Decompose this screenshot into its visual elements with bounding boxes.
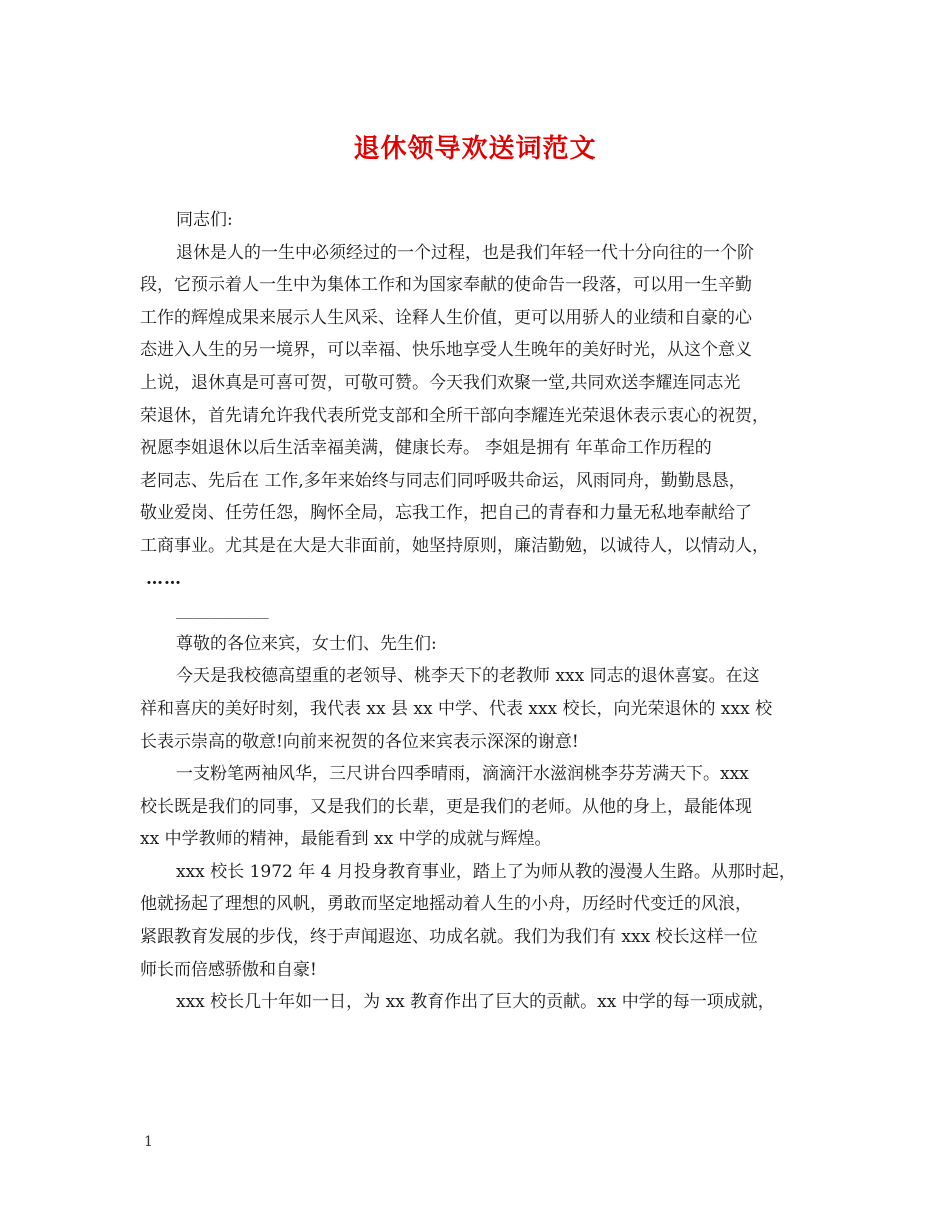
text-line: 敬业爱岗、任劳任怨，胸怀全局，忘我工作，把自己的青春和力量无私地奉献给了: [140, 503, 752, 524]
document-body: [140, 204, 830, 1019]
text-line: 同志们:: [176, 210, 233, 230]
text-line: ___________: [176, 603, 269, 620]
text-line: 上说，退休真是可喜可贺，可敬可赞。今天我们欢聚一堂,共同欢送李耀连同志光: [140, 372, 741, 393]
text-line: 师长而倍感骄傲和自豪!: [140, 959, 317, 980]
document-title: 退休领导欢送词范文: [353, 134, 597, 164]
text-line: 今天是我校德高望重的老领导、桃李天下的老教师 xxx 同志的退休喜宴。在这: [176, 666, 760, 687]
text-line: xxx 校长 1972 年 4 月投身教育事业，踏上了为师从教的漫漫人生路。从那时起，: [176, 861, 796, 882]
text-line: 老同志、先后在 工作,多年来始终与同志们同呼吸共命运，风雨同舟，勤勤恳恳，: [140, 470, 746, 491]
text-line: 校长既是我们的同事，又是我们的长辈，更是我们的老师。从他的身上，最能体现: [140, 796, 752, 817]
text-line: xxx 校长几十年如一日，为 xx 教育作出了巨大的贡献。xx 中学的每一项成就，: [176, 992, 775, 1013]
text-line: 段，它预示着人一生中为集体工作和为国家奉献的使命告一段落，可以用一生辛勤: [140, 275, 752, 296]
text-line: 祝愿李姐退休以后生活幸福美满，健康长寿。 李姐是拥有 年革命工作历程的: [140, 438, 712, 459]
text-line: 长表示崇高的敬意!向前来祝贺的各位来宾表示深深的谢意!: [140, 731, 579, 752]
text-line: 荣退休，首先请允许我代表所党支部和全所干部向李耀连光荣退休表示衷心的祝贺，: [140, 405, 769, 426]
text-line: 退休是人的一生中必须经过的一个过程，也是我们年轻一代十分向往的一个阶: [176, 242, 754, 263]
page-number: 1: [144, 1134, 153, 1150]
text-line: 他就扬起了理想的风帆，勇敢而坚定地摇动着人生的小舟，历经时代变迁的风浪，: [140, 894, 752, 915]
text-line: 态进入人生的另一境界，可以幸福、快乐地享受人生晚年的美好时光，从这个意义: [140, 340, 752, 361]
text-line: 祥和喜庆的美好时刻，我代表 xx 县 xx 中学、代表 xxx 校长，向光荣退休的 xxx 校: [140, 698, 773, 719]
text-line: 工作的辉煌成果来展示人生风采、诠释人生价值，更可以用骄人的业绩和自豪的心: [140, 307, 752, 328]
text-line: 尊敬的各位来宾，女士们、先生们:: [176, 633, 437, 654]
text-line: ……: [146, 568, 182, 589]
text-line: 工商事业。尤其是在大是大非面前，她坚持原则，廉洁勤勉，以诚待人，以情动人，: [140, 535, 769, 556]
text-line: 紧跟教育发展的步伐，终于声闻遐迩、功成名就。我们为我们有 xxx 校长这样一位: [140, 927, 758, 948]
text-line: xx 中学教师的精神，最能看到 xx 中学的成就与辉煌。: [140, 829, 552, 850]
text-line: 一支粉笔两袖风华，三尺讲台四季晴雨，滴滴汗水滋润桃李芬芳满天下。xxx: [176, 764, 749, 785]
